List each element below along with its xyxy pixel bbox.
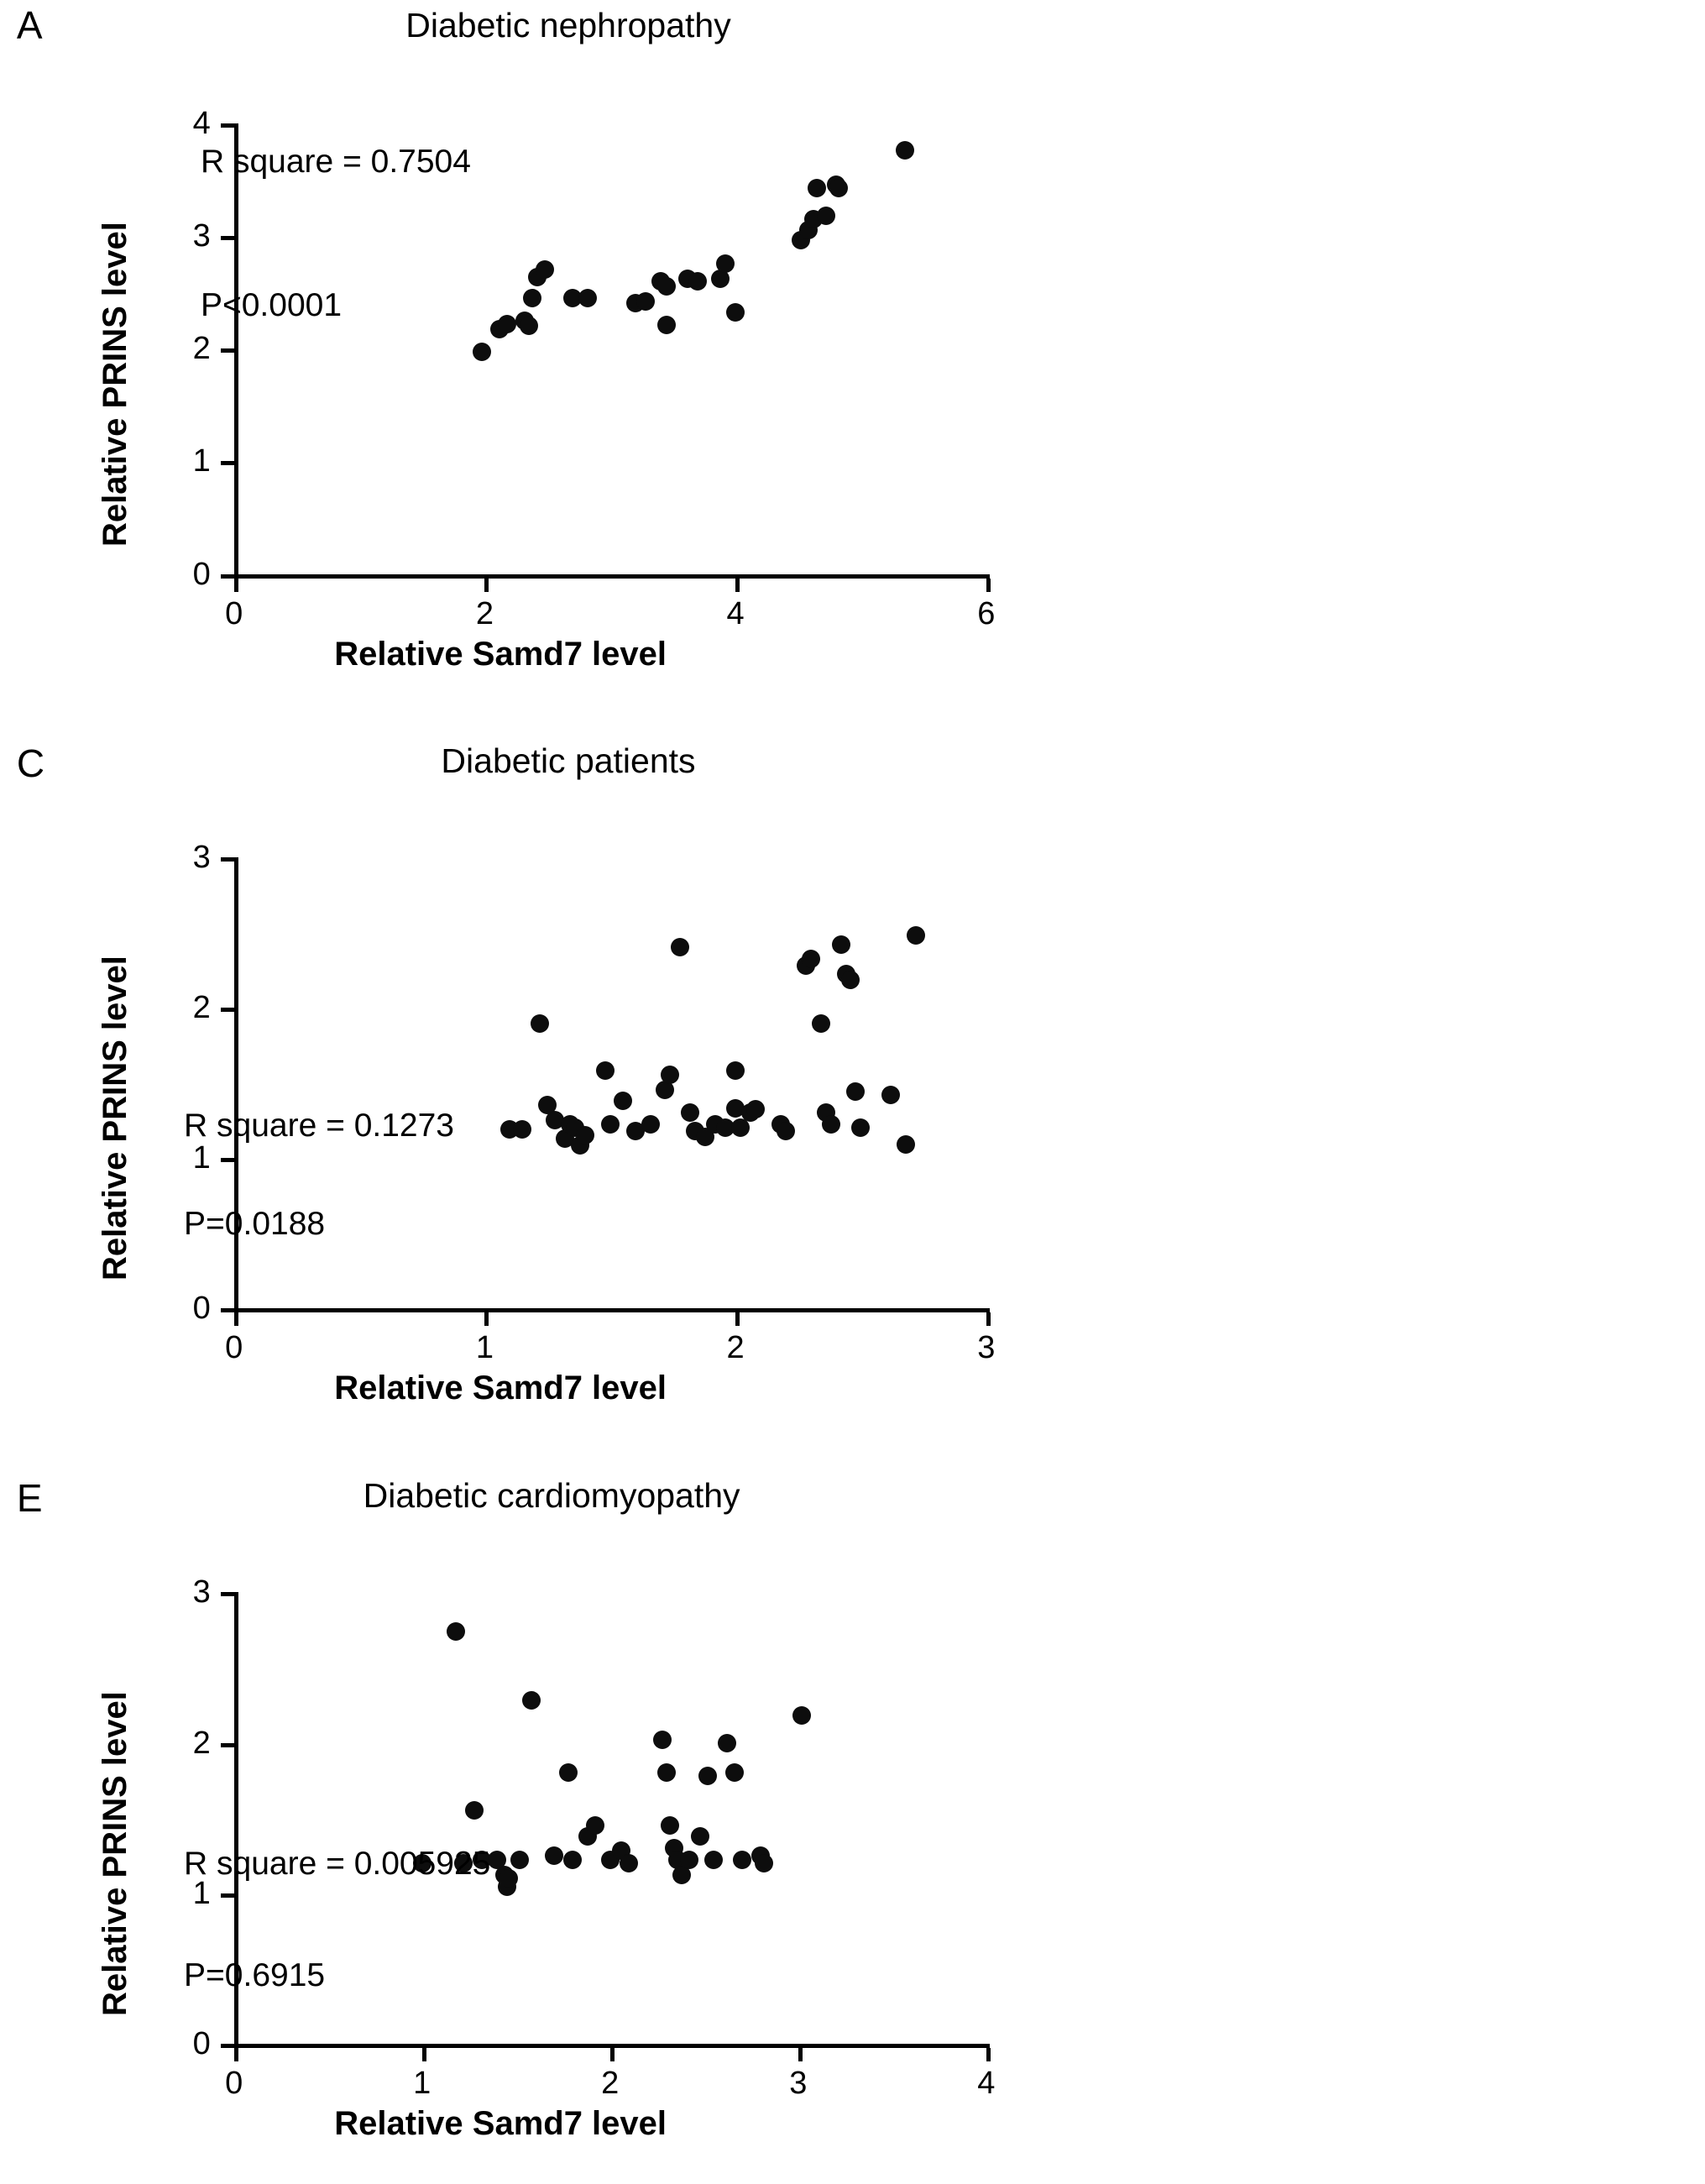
data-point (657, 316, 676, 334)
data-point (578, 289, 597, 307)
data-point (851, 1118, 870, 1137)
x-tick (986, 1312, 991, 1326)
data-point (614, 1092, 632, 1110)
data-point (881, 1086, 900, 1104)
y-tick-label: 2 (192, 331, 211, 367)
y-tick (221, 348, 234, 353)
x-tick-label: 2 (475, 595, 494, 631)
x-tick (735, 1312, 740, 1326)
data-point (846, 1082, 865, 1101)
panel-title: Diabetic nephropathy (405, 5, 731, 45)
y-tick (221, 1158, 234, 1162)
data-point (718, 1734, 736, 1752)
data-point (661, 1066, 679, 1084)
x-tick-label: 1 (413, 2065, 431, 2101)
panel-letter: A (16, 3, 43, 47)
y-tick (221, 461, 234, 465)
data-point (755, 1854, 773, 1872)
data-point (601, 1115, 620, 1134)
x-tick (234, 2048, 238, 2061)
y-tick-label: 1 (192, 1875, 211, 1911)
plot-area (192, 1574, 996, 2101)
y-tick-label: 1 (192, 443, 211, 479)
data-point (726, 1061, 745, 1080)
y-tick-label: 4 (192, 105, 211, 141)
data-point (680, 1851, 698, 1869)
x-tick-label: 6 (977, 595, 996, 631)
x-tick-label: 2 (601, 2065, 620, 2101)
panel-letter: C (16, 741, 45, 785)
data-point (808, 179, 826, 197)
y-tick (221, 1893, 234, 1898)
data-point (746, 1100, 765, 1118)
data-point (704, 1851, 723, 1869)
data-point (586, 1816, 604, 1835)
data-point (777, 1122, 795, 1140)
data-point (726, 303, 745, 322)
y-axis-line (234, 123, 238, 576)
y-tick (221, 236, 234, 240)
y-tick (221, 857, 234, 862)
y-tick-label: 2 (192, 1725, 211, 1761)
data-point (499, 1869, 518, 1888)
p-value-annotation: P<0.0001 (200, 286, 343, 323)
x-tick-label: 3 (977, 1329, 996, 1365)
data-point (596, 1061, 615, 1080)
data-point (829, 179, 848, 197)
y-tick-label: 3 (192, 217, 211, 254)
data-point (522, 1691, 541, 1710)
plot-area (192, 839, 996, 1365)
x-tick-label: 0 (225, 2065, 243, 2101)
data-point (447, 1622, 465, 1641)
y-tick-label: 2 (192, 989, 211, 1025)
data-point (792, 1706, 811, 1725)
data-point (545, 1846, 563, 1865)
data-point (897, 1135, 915, 1154)
y-tick-label: 3 (192, 1574, 211, 1611)
x-axis-title: Relative Samd7 level (334, 635, 667, 673)
panel-letter: E (16, 1476, 43, 1521)
data-point (536, 260, 554, 279)
y-tick (221, 1592, 234, 1596)
panel-c (0, 714, 996, 1449)
data-point (802, 950, 820, 968)
x-axis-line (234, 574, 990, 579)
x-tick-label: 4 (726, 595, 745, 631)
data-point (681, 1103, 699, 1122)
data-point (725, 1763, 744, 1782)
panel-a (0, 0, 996, 714)
data-point (661, 1816, 679, 1835)
y-tick-label: 0 (192, 2025, 211, 2061)
plot-area (192, 105, 996, 631)
x-tick (234, 1312, 238, 1326)
x-tick-label: 0 (225, 1329, 243, 1365)
data-point (817, 207, 835, 225)
x-axis-line (234, 1308, 990, 1312)
y-tick (221, 574, 234, 579)
y-axis-title: Relative PRINS level (97, 222, 134, 547)
x-tick-label: 4 (977, 2065, 996, 2101)
r-square-annotation: R square = 0.7504 (200, 143, 471, 180)
x-tick (484, 1312, 489, 1326)
x-tick (798, 2048, 803, 2061)
p-value-annotation: P=0.6915 (184, 1957, 326, 1994)
y-tick (221, 1308, 234, 1312)
panel-title: Diabetic patients (441, 741, 696, 780)
panel-e (0, 1449, 996, 2184)
y-tick (221, 1008, 234, 1012)
data-point (733, 1851, 751, 1869)
data-point (657, 1763, 676, 1782)
x-tick (484, 579, 489, 592)
data-point (498, 315, 516, 333)
data-point (907, 926, 925, 945)
r-square-annotation: R square = 0.005925 (184, 1845, 491, 1882)
data-point (822, 1115, 840, 1134)
y-tick-label: 3 (192, 839, 211, 875)
data-point (520, 317, 538, 335)
data-point (841, 971, 860, 989)
data-point (559, 1763, 578, 1782)
panel-title: Diabetic cardiomyopathy (363, 1476, 740, 1516)
data-point (657, 277, 676, 296)
y-axis-title: Relative PRINS level (97, 956, 134, 1281)
data-point (688, 272, 707, 291)
x-tick-label: 0 (225, 595, 243, 631)
y-tick (221, 2044, 234, 2048)
p-value-annotation: P=0.0188 (184, 1205, 326, 1242)
data-point (510, 1851, 529, 1869)
x-tick (422, 2048, 426, 2061)
x-tick (986, 2048, 991, 2061)
x-tick-label: 3 (789, 2065, 808, 2101)
data-point (636, 292, 655, 311)
x-tick (234, 579, 238, 592)
y-tick (221, 123, 234, 128)
data-point (513, 1120, 531, 1139)
data-point (465, 1801, 484, 1820)
x-tick (610, 2048, 615, 2061)
data-point (620, 1854, 638, 1872)
data-point (641, 1115, 660, 1134)
r-square-annotation: R square = 0.1273 (184, 1107, 454, 1144)
data-point (716, 254, 735, 273)
y-tick-label: 1 (192, 1139, 211, 1176)
x-tick (986, 579, 991, 592)
y-tick (221, 1743, 234, 1747)
x-axis-title: Relative Samd7 level (334, 2104, 667, 2142)
x-axis-title: Relative Samd7 level (334, 1370, 667, 1407)
data-point (691, 1827, 709, 1846)
x-tick (735, 579, 740, 592)
data-point (531, 1014, 549, 1033)
data-point (671, 938, 689, 956)
y-axis-title: Relative PRINS level (97, 1691, 134, 2017)
y-tick-label: 0 (192, 1290, 211, 1326)
x-tick-label: 1 (475, 1329, 494, 1365)
data-point (653, 1731, 672, 1749)
data-point (576, 1126, 594, 1144)
x-tick-label: 2 (726, 1329, 745, 1365)
data-point (896, 141, 914, 160)
data-point (563, 1851, 582, 1869)
data-point (698, 1767, 717, 1785)
data-point (473, 343, 491, 361)
y-tick-label: 0 (192, 556, 211, 592)
data-point (832, 935, 850, 954)
data-point (812, 1014, 830, 1033)
data-point (523, 289, 541, 307)
